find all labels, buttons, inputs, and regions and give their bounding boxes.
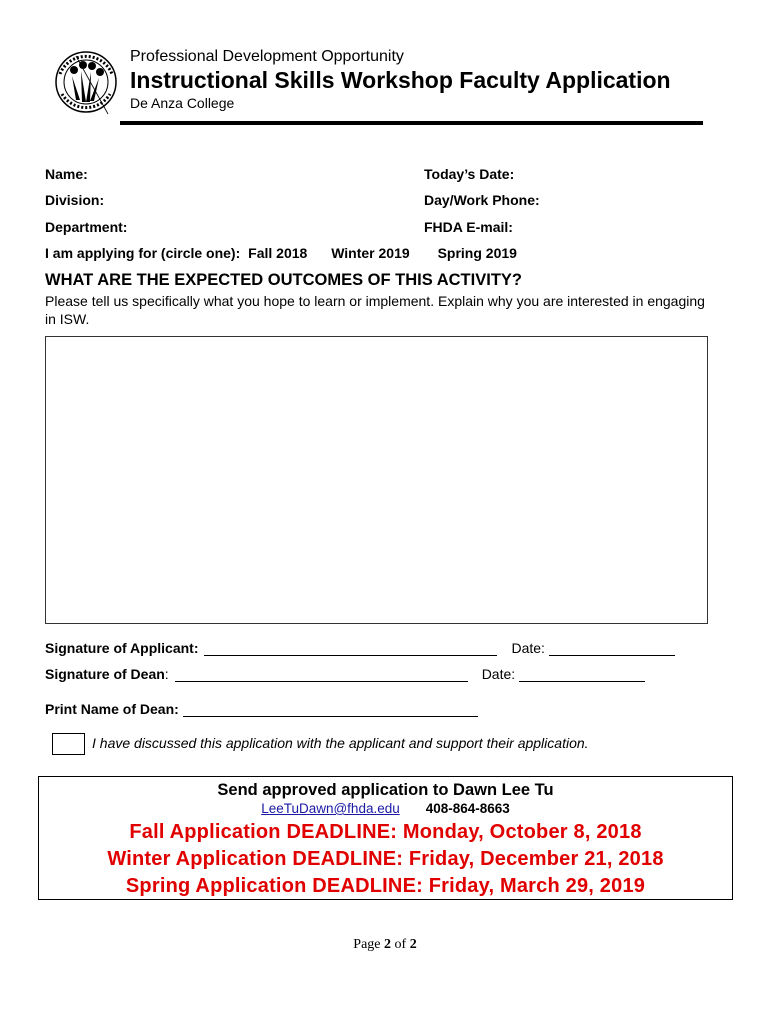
- email-field-label: FHDA E-mail:: [424, 219, 513, 235]
- outcomes-answer-box[interactable]: [45, 336, 708, 624]
- name-field-label: Name:: [45, 166, 88, 182]
- dean-support-checkbox[interactable]: [52, 733, 85, 755]
- outcomes-description: Please tell us specifically what you hope to learn or implement. Explain why you are interested in engaging in ISW.: [45, 293, 705, 327]
- todays-date-field-label: Today’s Date:: [424, 166, 515, 182]
- fall-deadline: Fall Application DEADLINE: Monday, October 8, 2018: [129, 821, 642, 843]
- send-to-heading: Send approved application to Dawn Lee Tu: [217, 781, 554, 799]
- print-dean-name-label: Print Name of Dean:: [45, 701, 179, 717]
- applicant-signature-label: Signature of Applicant:: [45, 640, 199, 656]
- applicant-date-line[interactable]: [549, 642, 675, 656]
- dean-signature-row: [45, 666, 645, 682]
- dean-date-line[interactable]: [519, 668, 645, 682]
- applying-for-label: I am applying for (circle one):: [45, 245, 241, 261]
- print-dean-name-row: [45, 701, 478, 717]
- applicant-signature-row: [45, 640, 675, 656]
- page-number: Page 2 of 2: [353, 937, 417, 952]
- header-subtitle: Professional Development Opportunity: [130, 48, 404, 65]
- phone-field-label: Day/Work Phone:: [424, 192, 540, 208]
- option-winter-2019[interactable]: Winter 2019: [331, 245, 410, 261]
- department-field-label: Department:: [45, 219, 128, 235]
- spring-deadline: Spring Application DEADLINE: Friday, March 29, 2019: [125, 875, 646, 897]
- submission-info-box: [38, 776, 733, 900]
- applicant-date-label: Date:: [511, 640, 545, 656]
- contact-line: [39, 801, 732, 816]
- de-anza-staff-development-logo: [50, 44, 122, 120]
- outcomes-heading: WHAT ARE THE EXPECTED OUTCOMES OF THIS ACTIVITY?: [45, 271, 522, 289]
- contact-phone: 408-864-8663: [425, 801, 510, 816]
- page-title: Instructional Skills Workshop Faculty Application: [130, 67, 671, 93]
- dean-date-label: Date:: [481, 666, 516, 682]
- college-name: De Anza College: [130, 95, 235, 111]
- applying-for-row: [45, 245, 517, 261]
- print-dean-name-line[interactable]: [183, 703, 478, 717]
- header-rule: [120, 121, 703, 125]
- option-spring-2019[interactable]: Spring 2019: [437, 245, 517, 261]
- applicant-signature-line[interactable]: [204, 642, 497, 656]
- winter-deadline: Winter Application DEADLINE: Friday, December 21, 2018: [107, 848, 664, 870]
- division-field-label: Division:: [45, 192, 105, 208]
- option-fall-2018[interactable]: Fall 2018: [248, 245, 308, 261]
- contact-email-link[interactable]: LeeTuDawn@fhda.edu: [261, 801, 400, 816]
- dean-signature-label: Signature of Dean:: [45, 666, 169, 682]
- dean-signature-line[interactable]: [175, 668, 468, 682]
- dean-support-checkbox-label: I have discussed this application with the applicant and support their application.: [92, 735, 589, 751]
